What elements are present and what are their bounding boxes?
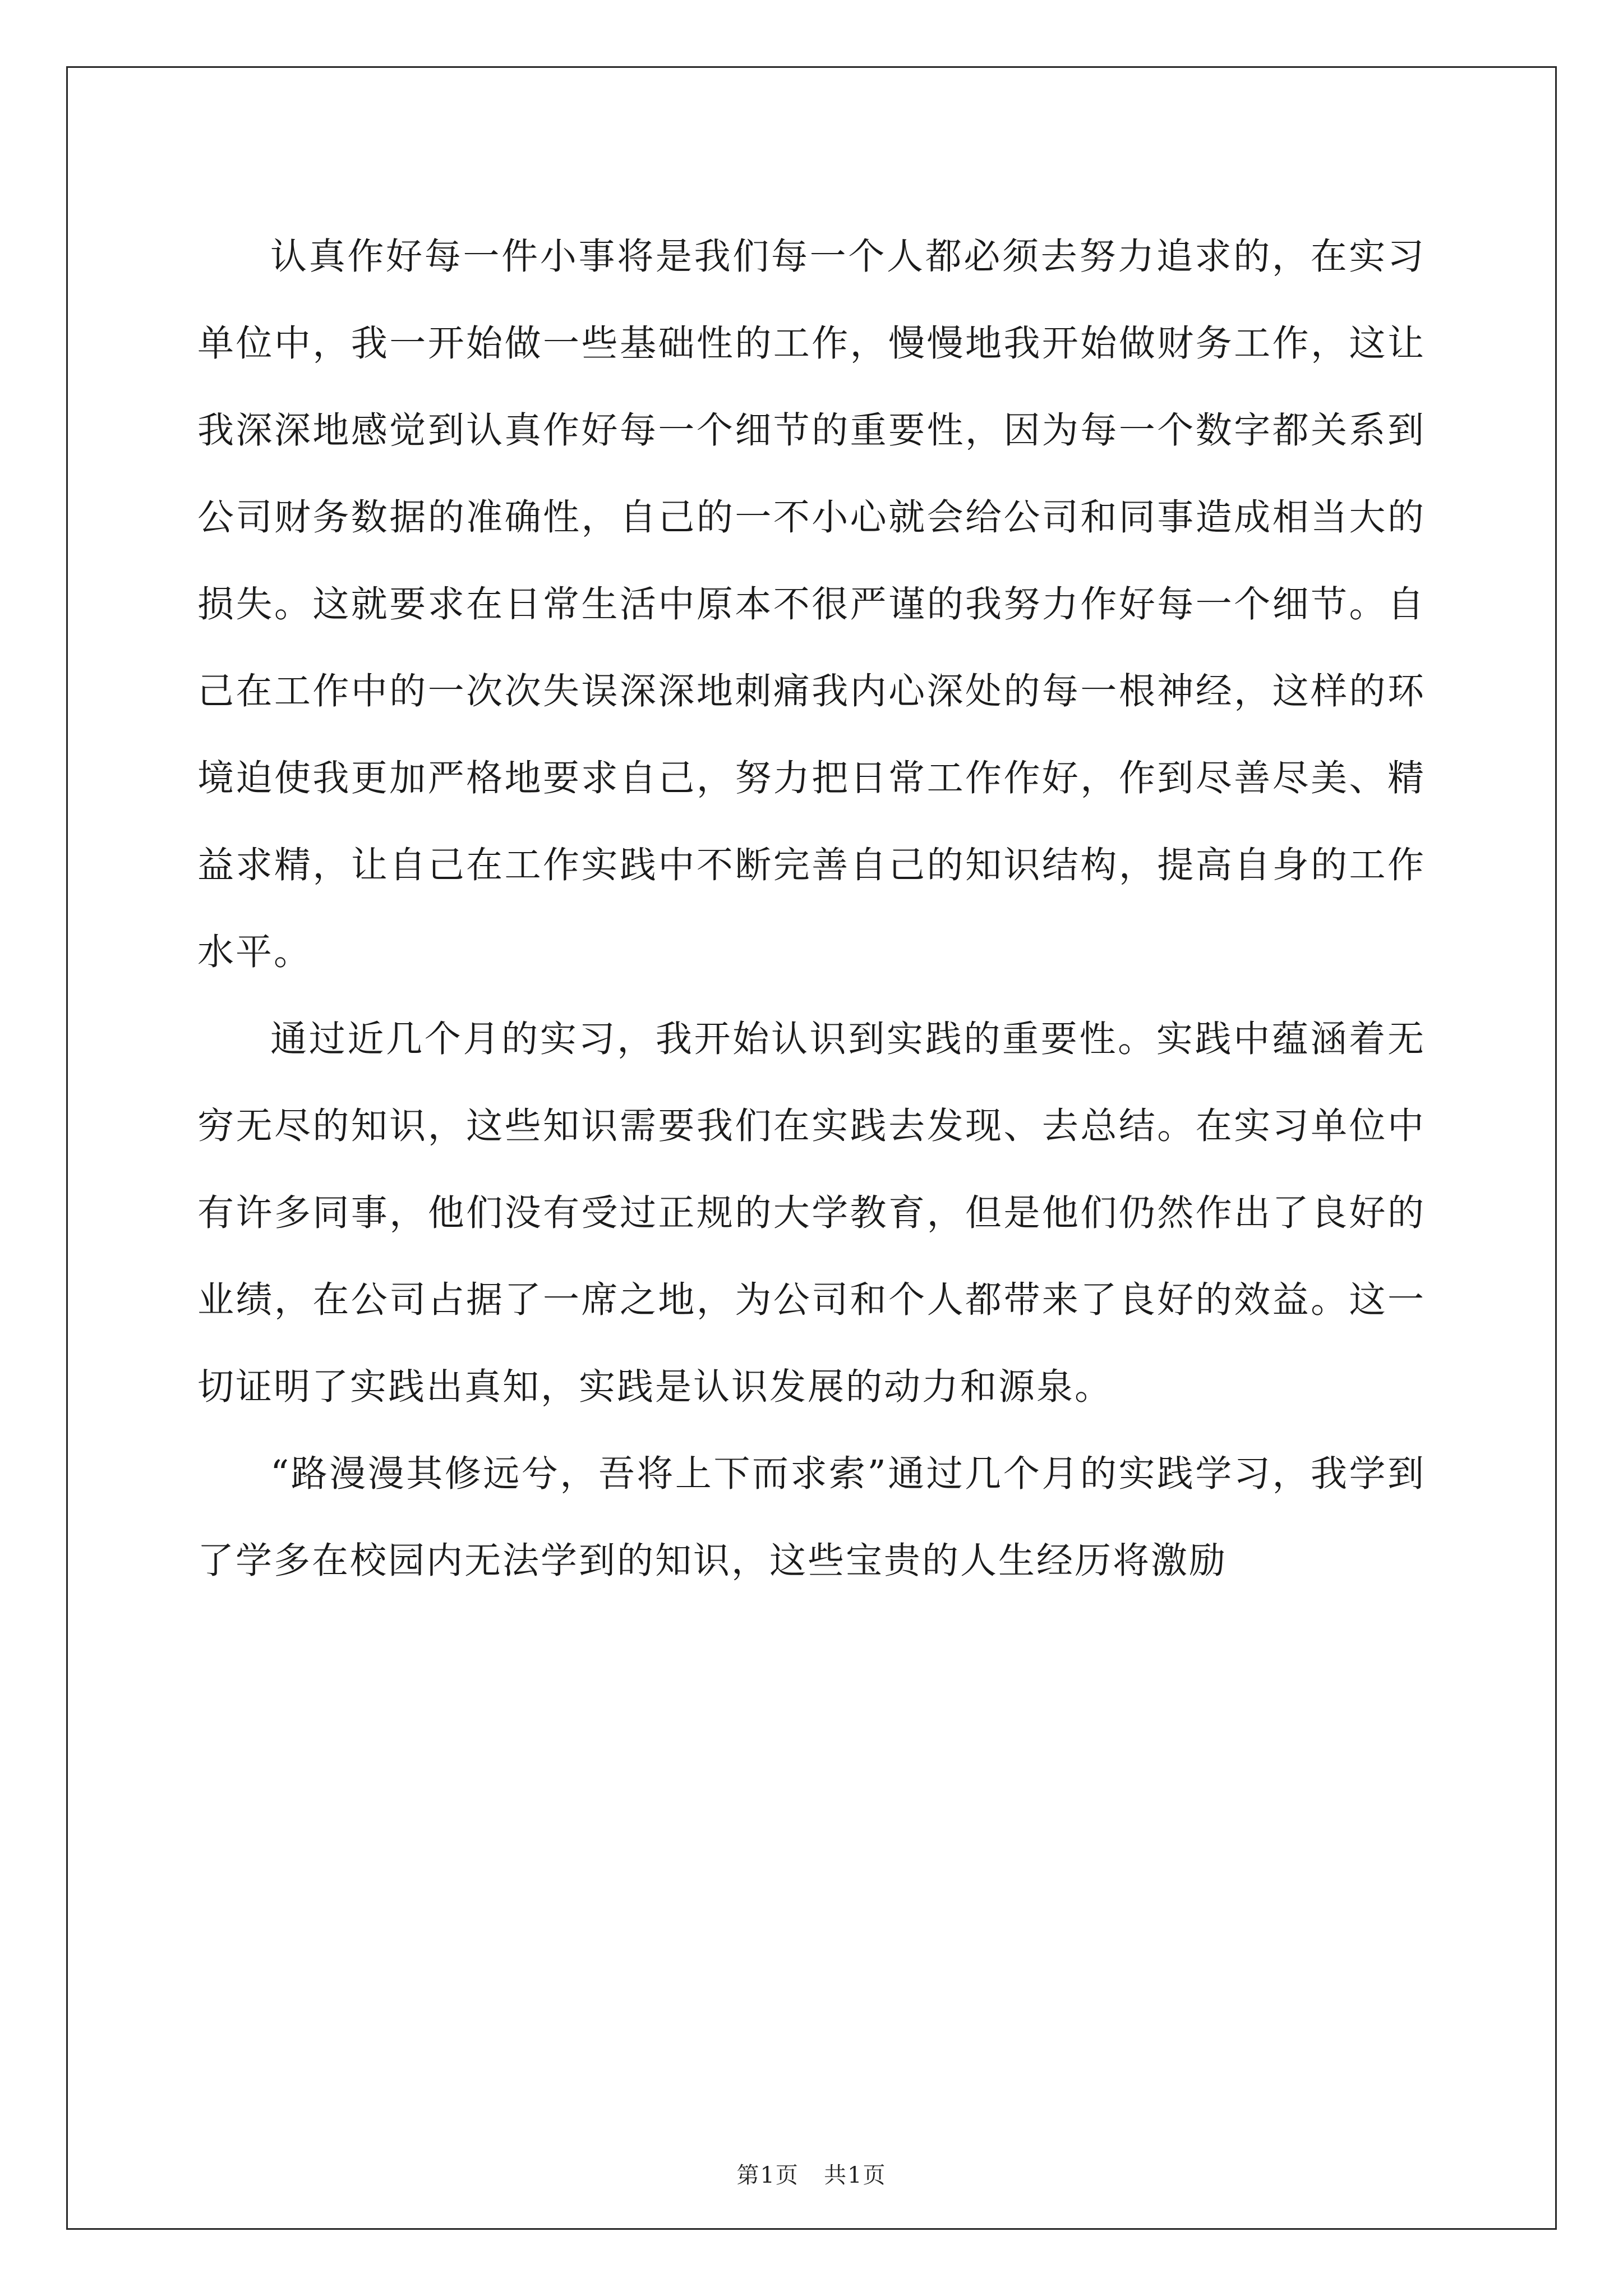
paragraph-3: “路漫漫其修远兮，吾将上下而求索”通过几个月的实践学习，我学到了学多在校园内无法学到的知识，这些宝贵的人生经历将激励: [197, 1453, 1426, 1582]
footer-spacer: [799, 2162, 824, 2188]
paragraph-2: 通过近几个月的实习，我开始认识到实践的重要性。实践中蕴涵着无穷无尽的知识，这些知识需要我们在实践去发现、去总结。在实习单位中有许多同事，他们没有受过正规的大学教育，但是他们仍然作出了良好的业绩，在公司占据了一席之地，为公司和个人都带来了良好的效益。这一切证明了实践出真知，实践是认识发展的动力和源泉。: [197, 1018, 1426, 1408]
page-footer: [0, 2159, 1623, 2192]
page-number: 第1页: [736, 2162, 799, 2188]
document-body: [197, 213, 1426, 1604]
paragraph-1: 认真作好每一件小事将是我们每一个人都必须去努力追求的，在实习单位中，我一开始做一些基础性的工作，慢慢地我开始做财务工作，这让我深深地感觉到认真作好每一个细节的重要性，因为每一个数字都关系到公司财务数据的准确性，自己的一不小心就会给公司和同事造成相当大的损失。这就要求在日常生活中原本不很严谨的我努力作好每一个细节。自己在工作中的一次次失误深深地刺痛我内心深处的每一根神经，这样的环境迫使我更加严格地要求自己，努力把日常工作作好，作到尽善尽美、精益求精，让自己在工作实践中不断完善自己的知识结构，提高自身的工作水平。: [197, 236, 1426, 973]
page-total: 共1页: [824, 2162, 887, 2188]
